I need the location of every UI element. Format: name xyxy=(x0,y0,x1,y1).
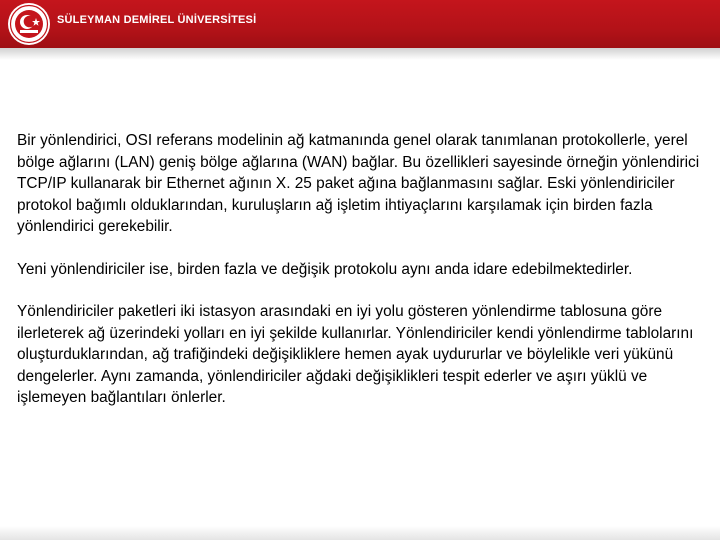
slide-content xyxy=(17,130,707,430)
paragraph-router-overview: Bir yönlendirici, OSI referans modelinin ağ katmanında genel olarak tanımlanan protokollerle, yerel bölge ağlarını (LAN) geniş bölge ağlarına (WAN) bağlar. Bu özellikleri sayesinde örneğin yönlendirici TCP/IP kullanarak bir Ethernet ağının X. 25 paket ağına bağlanmasını sağlar. Eski yönlendiriciler protokol bağımlı olduklarından, kuruluşların ağ işletim ihtiyaçlarını karşılamak için birden fazla yönlendirici gerekebilir. xyxy=(17,132,700,235)
bottom-shadow xyxy=(0,526,720,540)
paragraph-new-routers: Yeni yönlendiriciler ise, birden fazla ve değişik protokolu aynı anda idare edebilmektedirler. xyxy=(17,260,633,278)
header-bar xyxy=(0,0,720,48)
header-shadow xyxy=(0,48,720,60)
university-name: SÜLEYMAN DEMİREL ÜNİVERSİTESİ xyxy=(57,14,257,26)
paragraph-routing-tables: Yönlendiriciler paketleri iki istasyon arasındaki en iyi yolu gösteren yönlendirme tablosuna göre ilerleterek ağ üzerindeki yolları en iyi şekilde kullanırlar. Yönlendiriciler kendi yönlendirme tablolarını oluşturduklarından, ağ trafiğindeki değişikliklere hemen ayak uydururlar ve böylelikle veri yükünü dengelerler. Aynı zamanda, yönlendiriciler ağdaki değişiklikleri tespit ederler ve aşırı yüklü ve işlemeyen bağlantıları önlerler. xyxy=(17,303,694,406)
university-seal-icon xyxy=(7,2,51,46)
